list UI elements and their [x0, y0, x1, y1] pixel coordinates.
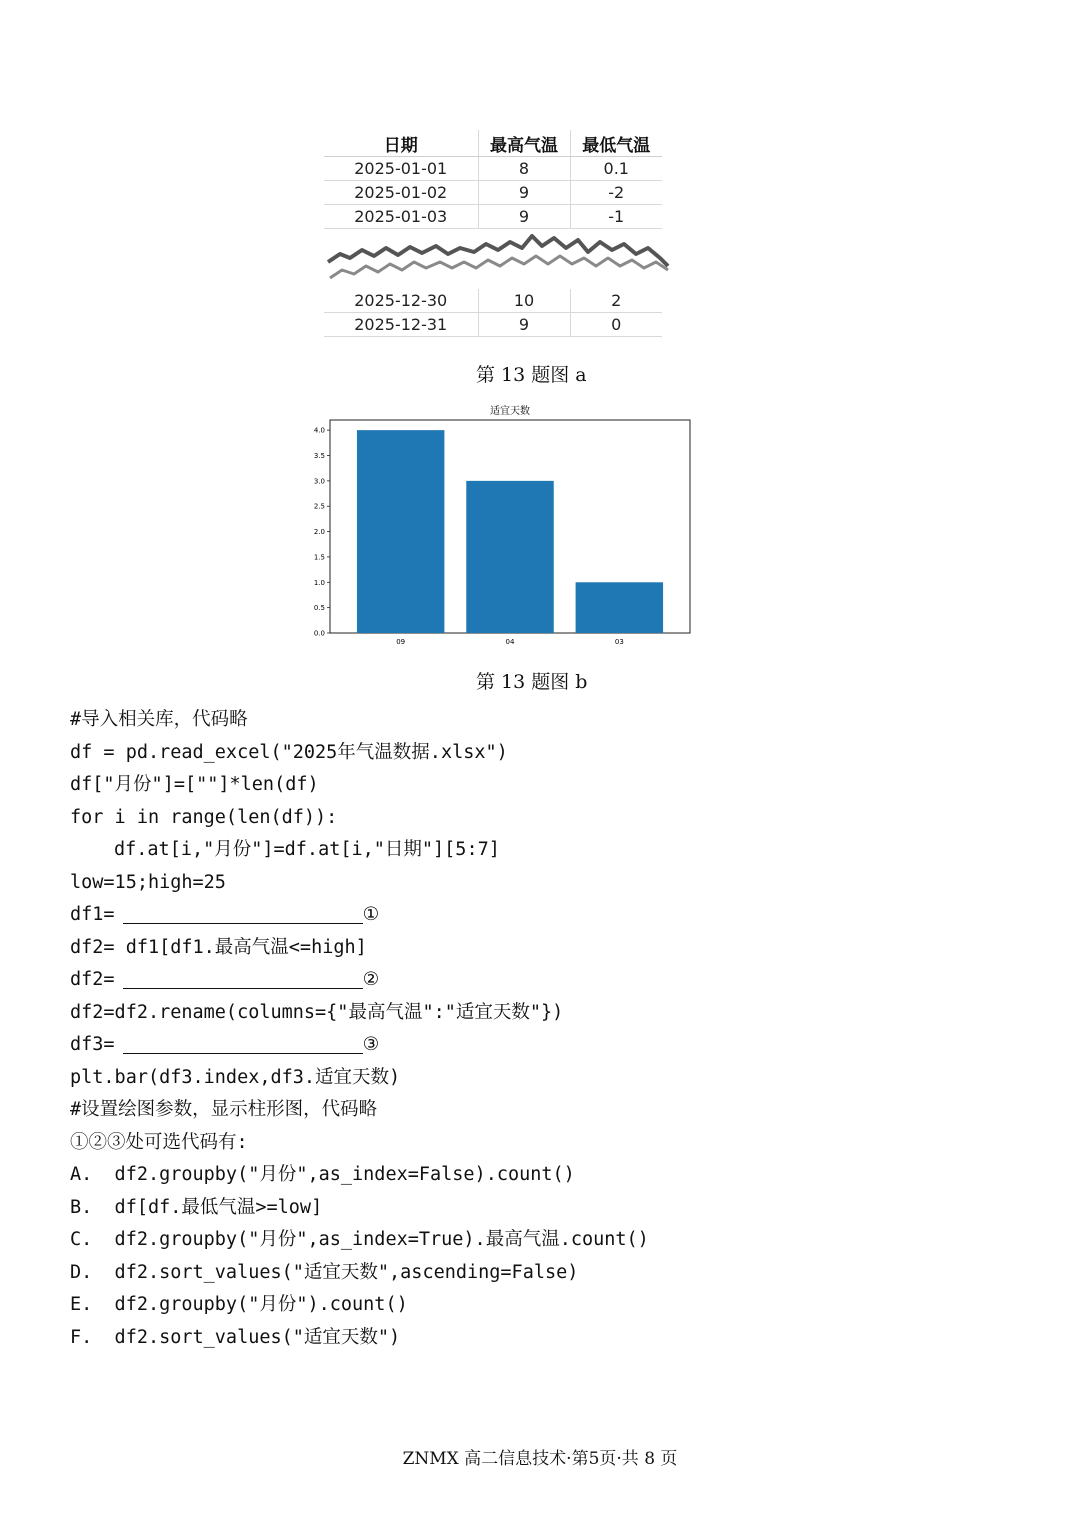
- page-footer: ZNMX 高二信息技术·第5页·共 8 页: [402, 1449, 678, 1469]
- x-tick-label: 04: [505, 638, 515, 646]
- option-f: F. df2.sort_values("适宜天数"): [70, 1326, 401, 1348]
- table-row: [324, 205, 662, 229]
- cell-date: 2025-12-30: [324, 289, 478, 313]
- code-line: df = pd.read_excel("2025年气温数据.xlsx"): [70, 741, 508, 763]
- y-tick-label: 3.0: [313, 477, 325, 486]
- code-line: for i in range(len(df)):: [70, 806, 338, 828]
- code-line: df.at[i,"月份"]=df.at[i,"日期"][5:7]: [114, 839, 500, 860]
- figure-a-caption: 第 13 题图 a: [476, 364, 587, 386]
- code-line: df["月份"]=[""]*len(df): [70, 774, 319, 795]
- y-tick-label: 1.0: [313, 578, 325, 587]
- bar-chart: [300, 400, 700, 652]
- table-row: [324, 313, 662, 337]
- bar-09: [357, 430, 444, 633]
- cell-min: -2: [570, 181, 662, 205]
- code-line-blank-3: [70, 1029, 1030, 1062]
- y-tick-label: 2.5: [313, 502, 325, 511]
- answer-blank-1[interactable]: [123, 901, 363, 924]
- cell-date: 2025-01-01: [324, 157, 478, 181]
- option-a: A. df2.groupby("月份",as_index=False).count(): [70, 1164, 575, 1185]
- y-tick-label: 2.0: [313, 528, 325, 537]
- blank-marker-3: ③: [362, 1034, 380, 1055]
- y-tick-label: 4.0: [313, 426, 325, 435]
- cell-date: 2025-01-02: [324, 181, 478, 205]
- option-c: C. df2.groupby("月份",as_index=True).最高气温.count(): [70, 1229, 649, 1250]
- code-line: #设置绘图参数，显示柱形图，代码略: [70, 1099, 378, 1120]
- answer-blank-3[interactable]: [123, 1031, 363, 1054]
- code-line-blank-2: [70, 964, 1030, 997]
- code-line: #导入相关库，代码略: [70, 709, 248, 730]
- code-prefix: df1=: [70, 904, 115, 925]
- code-line: df2=df2.rename(columns={"最高气温":"适宜天数"}): [70, 1001, 564, 1023]
- chart-title: 适宜天数: [490, 406, 530, 417]
- header-date: 日期: [324, 130, 478, 157]
- cell-date: 2025-01-03: [324, 205, 478, 229]
- option-d: D. df2.sort_values("适宜天数",ascending=False): [70, 1261, 579, 1283]
- x-tick-label: 09: [396, 638, 406, 646]
- code-prefix: df2=: [70, 969, 115, 990]
- bar-03: [576, 582, 663, 633]
- x-tick-label: 03: [614, 638, 624, 646]
- y-tick-label: 3.5: [313, 452, 325, 460]
- code-line: plt.bar(df3.index,df3.适宜天数): [70, 1066, 401, 1088]
- y-tick-label: 0.5: [313, 604, 325, 613]
- figure-b-caption: 第 13 题图 b: [476, 671, 588, 693]
- bar-04: [466, 481, 553, 633]
- code-prefix: df3=: [70, 1034, 115, 1055]
- answer-blank-2[interactable]: [123, 966, 363, 989]
- table-header-row: [324, 130, 662, 157]
- blank-marker-2: ②: [362, 969, 380, 990]
- y-tick-label: 0.0: [313, 629, 325, 638]
- table-row: [324, 181, 662, 205]
- code-line-blank-1: [70, 899, 1030, 932]
- code-line: low=15;high=25: [70, 871, 226, 893]
- code-block: [70, 704, 1030, 1354]
- table-row: [324, 157, 662, 181]
- cell-max: 9: [478, 205, 570, 229]
- header-min-temp: 最低气温: [570, 130, 662, 157]
- table-row: [324, 289, 662, 313]
- y-tick-label: 1.5: [313, 553, 325, 562]
- header-max-temp: 最高气温: [478, 130, 570, 157]
- cell-max: 9: [478, 181, 570, 205]
- option-e: E. df2.groupby("月份").count(): [70, 1294, 408, 1315]
- cell-max: 9: [478, 313, 570, 337]
- cell-min: -1: [570, 205, 662, 229]
- code-line: df2= df1[df1.最高气温<=high]: [70, 936, 367, 958]
- cell-min: 0: [570, 313, 662, 337]
- cell-min: 2: [570, 289, 662, 313]
- torn-edge-decoration: [326, 228, 670, 290]
- option-b: B. df[df.最低气温>=low]: [70, 1196, 323, 1218]
- cell-max: 8: [478, 157, 570, 181]
- blank-marker-1: ①: [362, 904, 380, 925]
- options-intro: ①②③处可选代码有:: [70, 1131, 248, 1153]
- cell-max: 10: [478, 289, 570, 313]
- cell-date: 2025-12-31: [324, 313, 478, 337]
- cell-min: 0.1: [570, 157, 662, 181]
